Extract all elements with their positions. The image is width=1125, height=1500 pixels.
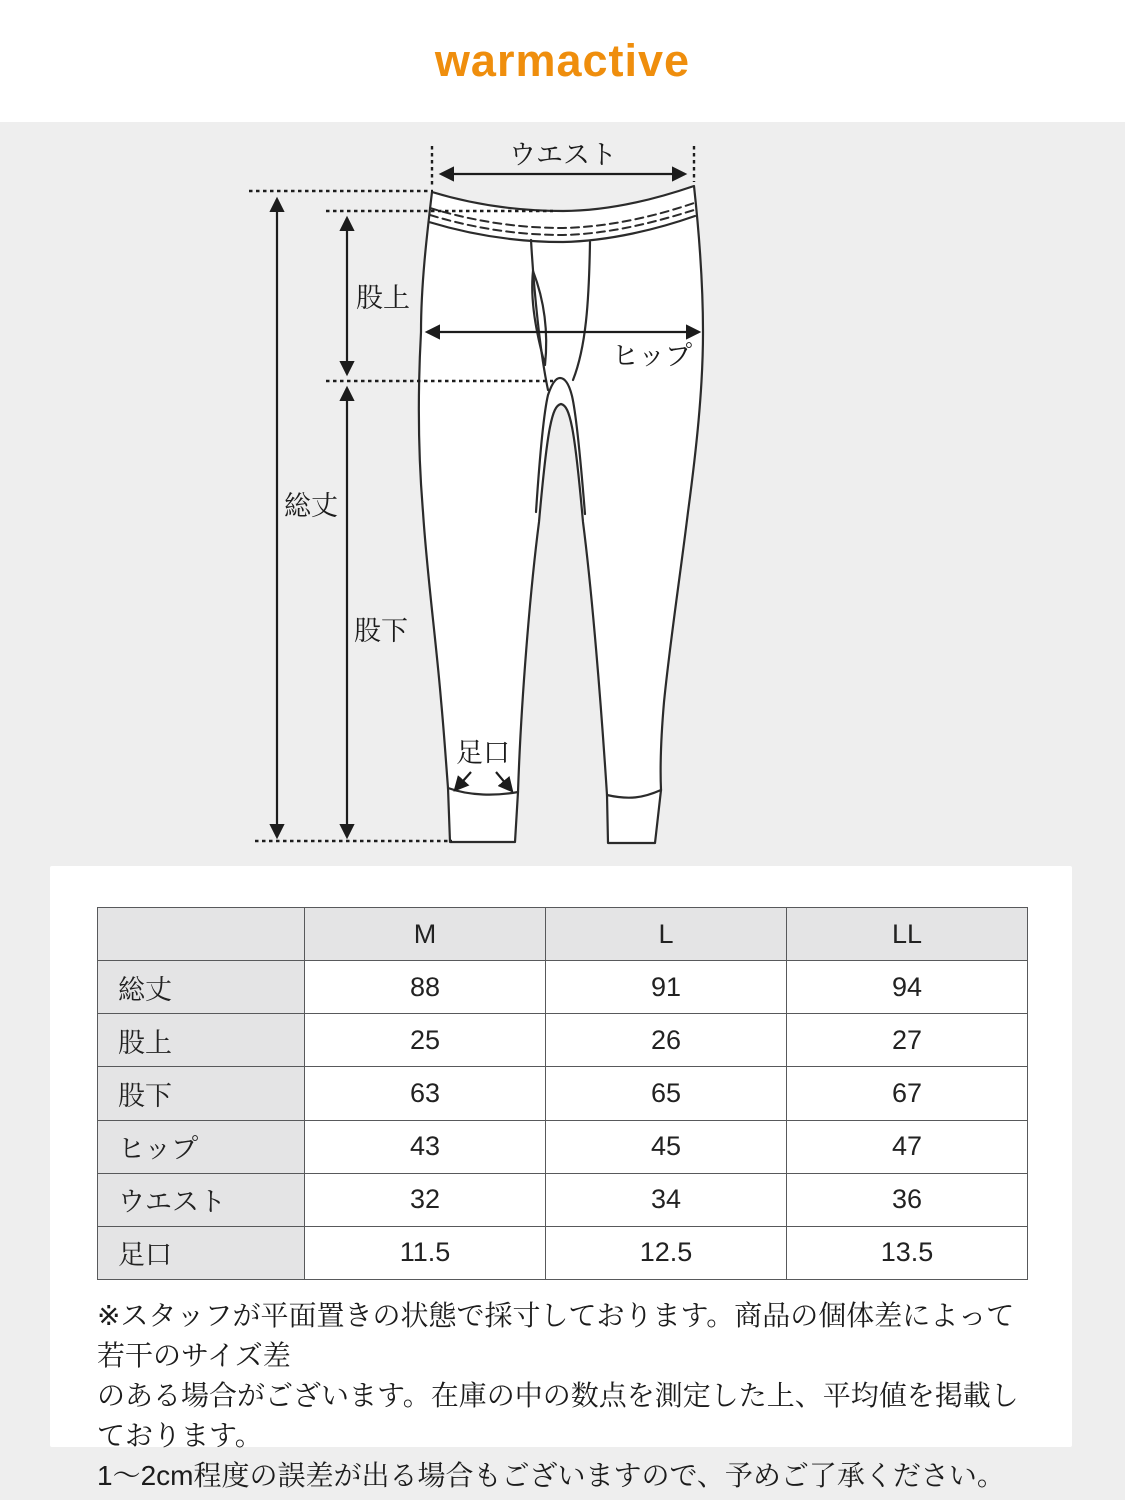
value-cell: 25	[305, 1014, 546, 1067]
value-cell: 65	[546, 1067, 787, 1120]
rise-label: 股上	[356, 283, 410, 313]
measurement-disclaimer	[97, 1296, 1037, 1496]
disclaimer-line: のある場合がございます。在庫の中の数点を測定した上、平均値を掲載しております。	[97, 1380, 1019, 1451]
size-column-ll: LL	[787, 908, 1028, 961]
row-label-total-length: 総丈	[98, 961, 305, 1014]
table-row	[98, 1173, 1028, 1226]
inseam-label: 股下	[354, 616, 408, 646]
size-column-l: L	[546, 908, 787, 961]
value-cell: 47	[787, 1120, 1028, 1173]
value-cell: 13.5	[787, 1226, 1028, 1279]
leg-opening-label: 足口	[456, 738, 510, 768]
table-row	[98, 1120, 1028, 1173]
value-cell: 94	[787, 961, 1028, 1014]
disclaimer-line: ※スタッフが平面置きの状態で採寸しております。商品の個体差によって若干のサイズ差	[97, 1300, 1015, 1371]
size-table-header-row	[98, 908, 1028, 961]
row-label-leg-opening: 足口	[98, 1226, 305, 1279]
row-label-hip: ヒップ	[98, 1120, 305, 1173]
table-row	[98, 1014, 1028, 1067]
value-cell: 63	[305, 1067, 546, 1120]
table-row	[98, 1226, 1028, 1279]
pants-measurement-diagram	[0, 122, 1125, 867]
value-cell: 11.5	[305, 1226, 546, 1279]
row-label-rise: 股上	[98, 1014, 305, 1067]
value-cell: 26	[546, 1014, 787, 1067]
value-cell: 91	[546, 961, 787, 1014]
hip-label: ヒップ	[611, 341, 693, 371]
value-cell: 32	[305, 1173, 546, 1226]
waist-label: ウエスト	[509, 140, 617, 170]
value-cell: 67	[787, 1067, 1028, 1120]
size-table-corner-cell	[98, 908, 305, 961]
size-chart-card	[50, 866, 1072, 1491]
value-cell: 34	[546, 1173, 787, 1226]
table-row	[98, 961, 1028, 1014]
size-table	[97, 907, 1028, 1280]
value-cell: 88	[305, 961, 546, 1014]
value-cell: 27	[787, 1014, 1028, 1067]
header-band	[0, 0, 1125, 122]
row-label-inseam: 股下	[98, 1067, 305, 1120]
total-length-label: 総丈	[284, 491, 338, 521]
disclaimer-line: 1〜2cm程度の誤差が出る場合もございますので、予めご了承ください。	[97, 1460, 1005, 1491]
value-cell: 36	[787, 1173, 1028, 1226]
size-column-m: M	[305, 908, 546, 961]
value-cell: 12.5	[546, 1226, 787, 1279]
value-cell: 45	[546, 1120, 787, 1173]
row-label-waist: ウエスト	[98, 1173, 305, 1226]
table-row	[98, 1067, 1028, 1120]
value-cell: 43	[305, 1120, 546, 1173]
brand-logo: warmactive	[434, 35, 691, 86]
